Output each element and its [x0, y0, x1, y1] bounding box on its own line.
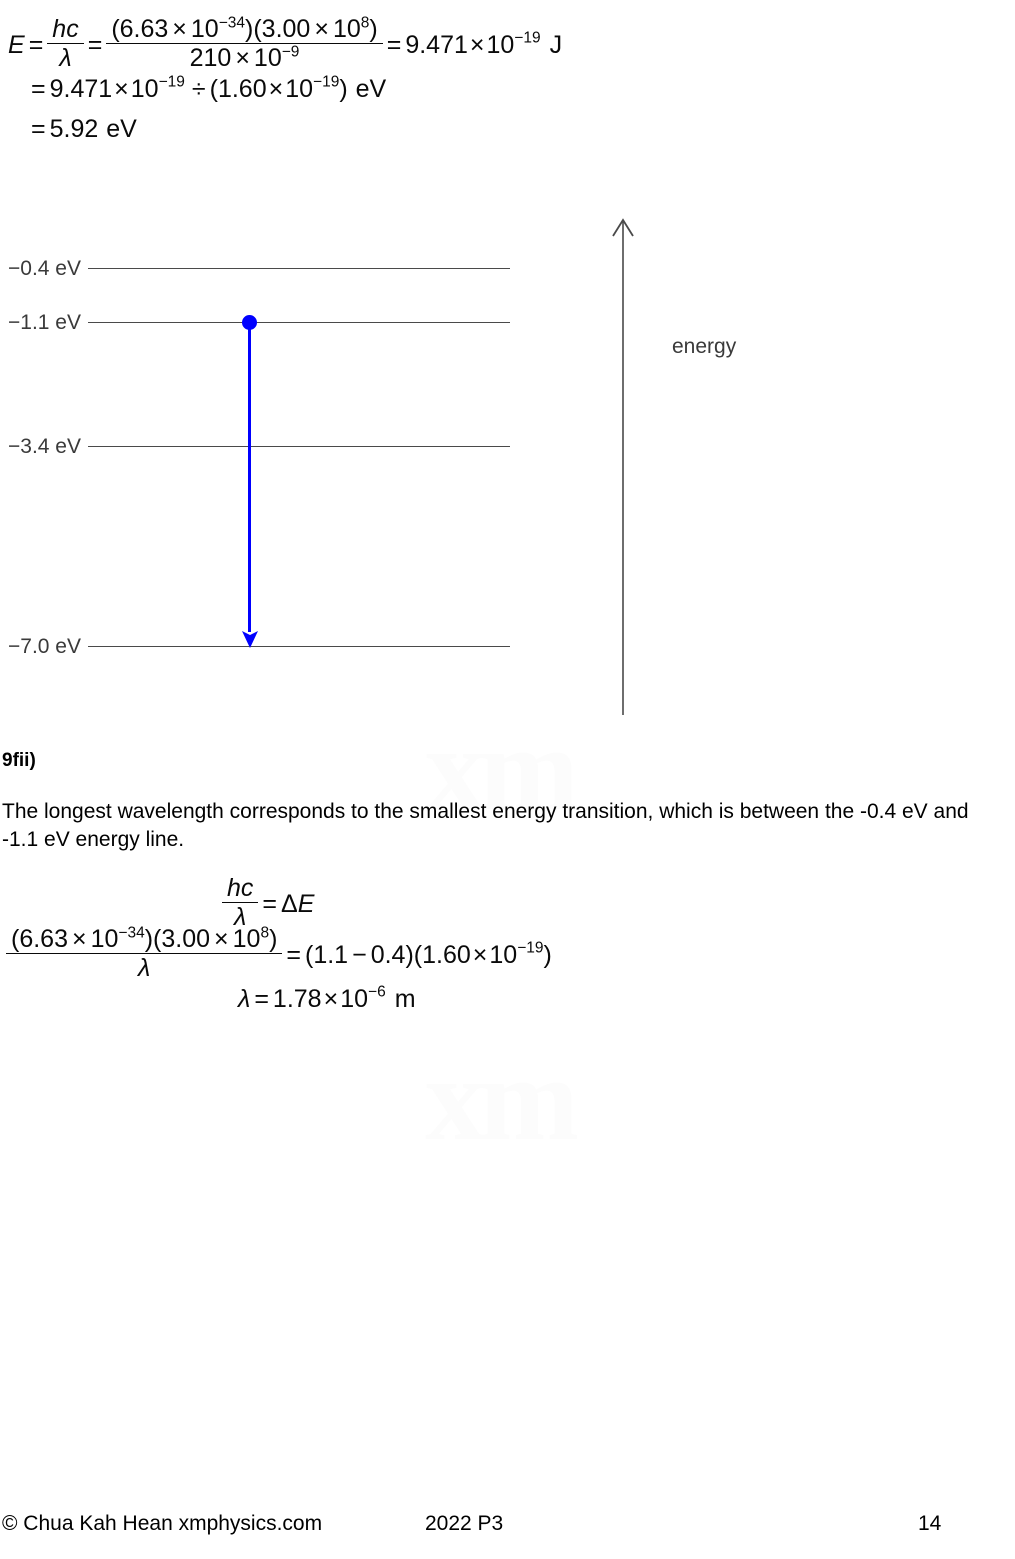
eq1-num-d: 10 [332, 15, 361, 43]
energy-level-line-0 [88, 268, 510, 269]
eq1-frac1-denominator: λ [59, 44, 72, 72]
eq2l2-num-exp-2: 8 [260, 924, 270, 942]
eq1-equals-1: = [28, 30, 44, 59]
eq1l3-equals: = [31, 114, 46, 143]
eq1-result-unit: J [549, 30, 563, 59]
eq1l3-value: 5.92 [49, 114, 99, 143]
eq1-num-e: ) [369, 15, 378, 43]
eq2l3-lambda: λ [238, 984, 251, 1013]
eq2l2-rhs-close: ) [543, 940, 552, 969]
eq2l3-unit: m [394, 984, 416, 1013]
eq1-result-exponent: −19 [514, 29, 541, 47]
eq2l3-base: 10 [340, 984, 369, 1013]
eq1-result-base: 10 [486, 30, 515, 59]
eq2-energy-variable: E [297, 889, 315, 918]
eq1l3-unit: eV [106, 114, 137, 143]
eq1-num-exp-1: −34 [218, 14, 246, 32]
eq2l2-fraction [6, 924, 282, 982]
eq2-delta-symbol: Δ [281, 889, 298, 918]
transition-arrow-head [240, 628, 260, 650]
energy-level-label-2: −3.4 eV [8, 435, 81, 458]
energy-level-label-3: −7.0 eV [8, 635, 81, 658]
watermark-logo-bottom: xm [425, 1032, 573, 1165]
section-body-text: The longest wavelength corresponds to the smallest energy transition, which is between the -0.4 eV and -1.1 eV energy line. [2, 800, 969, 851]
equation-2-line-3 [238, 983, 416, 1013]
equation-1-line-1 [8, 14, 563, 72]
eq1-equals-3: = [386, 30, 402, 59]
eq1l2-b-open: (1.60 [209, 74, 267, 103]
eq1-num-times-1: × [172, 15, 187, 43]
eq2l2-rhs-exponent: −19 [517, 939, 544, 957]
eq1l2-b-exponent: −19 [313, 73, 340, 91]
eq2l2-rhs-b: 0.4)(1.60 [370, 940, 471, 969]
eq1-num-times-2: × [314, 15, 329, 43]
energy-level-diagram [0, 200, 1015, 720]
equation-1-line-2 [27, 73, 387, 103]
energy-level-line-1 [88, 322, 510, 323]
energy-axis-arrow [609, 210, 639, 720]
transition-start-dot [242, 315, 257, 330]
eq1-fraction-main [106, 14, 382, 72]
energy-level-label-1: −1.1 eV [8, 311, 81, 334]
eq1l2-mantissa: 9.471 [49, 74, 113, 103]
eq2l3-exponent: −6 [368, 983, 386, 1001]
eq1-den-times: × [235, 44, 250, 72]
eq1-fraction-hc-lambda [47, 17, 83, 71]
watermark-logo-top: xm [425, 702, 573, 835]
eq2l2-num-a: (6.63 [11, 925, 68, 953]
footer-paper-label: 2022 P3 [425, 1512, 504, 1535]
eq1-equals-2: = [87, 30, 103, 59]
energy-axis-label: energy [672, 335, 737, 358]
eq1l2-base: 10 [130, 74, 159, 103]
energy-level-label-0: −0.4 eV [8, 257, 81, 280]
eq2l2-num-c: )(3.00 [144, 925, 211, 953]
eq2-equals: = [262, 889, 278, 918]
eq2l2-num-b: 10 [90, 925, 119, 953]
eq2l2-equals: = [286, 940, 301, 969]
eq1-num-exp-2: 8 [360, 14, 370, 32]
energy-level-line-3 [88, 646, 510, 647]
eq1-den-a: 210 [189, 44, 232, 72]
eq2l2-rhs-times: × [472, 940, 488, 969]
eq1-result-mantissa: 9.471 [405, 30, 468, 59]
footer-copyright: © Chua Kah Hean xmphysics.com [2, 1512, 323, 1535]
eq2l3-mantissa: 1.78 [272, 984, 322, 1013]
eq1-num-a: (6.63 [111, 15, 169, 43]
eq2l2-num-times-2: × [214, 925, 229, 953]
eq2l2-num-times-1: × [71, 925, 87, 953]
eq2l3-equals: = [254, 984, 269, 1013]
eq2-frac-denominator: λ [234, 903, 247, 931]
eq1l2-exponent: −19 [158, 73, 185, 91]
eq2l2-rhs-base: 10 [489, 940, 518, 969]
equation-1-line-3 [27, 116, 137, 142]
eq1l2-times: × [114, 74, 129, 103]
eq1l2-b-times: × [268, 74, 284, 103]
eq1l2-b-close: ) [339, 74, 348, 103]
eq2l2-numerator [6, 924, 282, 954]
eq1-frac1-numerator: hc [47, 17, 83, 44]
eq2l2-num-d: 10 [232, 925, 261, 953]
eq1-lhs-variable: E [8, 30, 25, 59]
eq1-num-b: 10 [190, 15, 219, 43]
eq2-fraction-hc-lambda [222, 876, 258, 930]
footer-page-number: 14 [918, 1512, 942, 1535]
eq2-frac-numerator: hc [222, 876, 258, 903]
eq2l2-rhs-a: (1.1 [305, 940, 349, 969]
eq2l2-num-exp-1: −34 [118, 924, 145, 942]
eq2l3-times: × [323, 984, 339, 1013]
eq1-frac2-denominator [106, 44, 382, 71]
eq1l2-unit: eV [355, 74, 387, 103]
eq1-result-times: × [469, 30, 485, 59]
energy-level-line-2 [88, 446, 510, 447]
eq1-den-b: 10 [253, 44, 282, 72]
eq1-den-exp: −9 [281, 43, 300, 61]
eq2l2-denominator: λ [138, 954, 151, 982]
eq1l2-equals: = [31, 74, 46, 103]
eq1-num-c: )(3.00 [245, 15, 311, 43]
eq1l2-b-base: 10 [285, 74, 314, 103]
section-heading-9fii: 9fii) [2, 750, 36, 771]
equation-2-line-1 [222, 874, 315, 931]
eq1l2-divide-sign: ÷ [191, 74, 206, 103]
transition-arrow-stem [248, 322, 251, 632]
eq2l2-rhs-minus: − [352, 940, 367, 969]
eq1-frac2-numerator [106, 14, 382, 44]
eq2l2-num-e: ) [269, 925, 278, 953]
equation-2-line-2 [6, 924, 552, 982]
